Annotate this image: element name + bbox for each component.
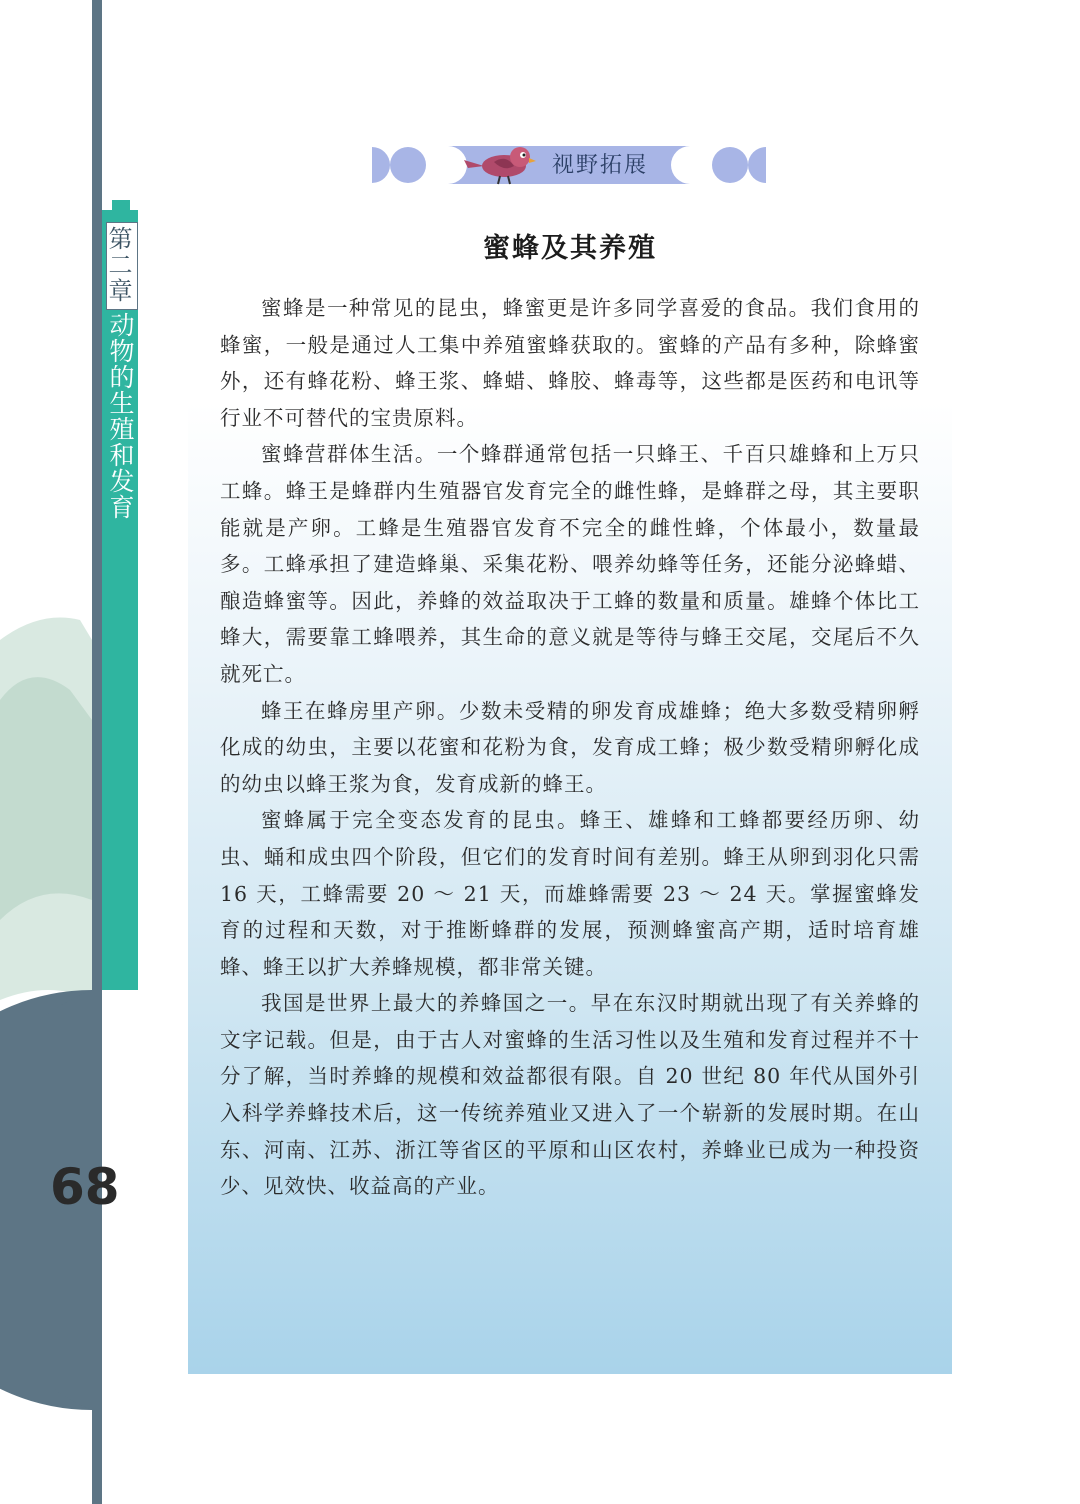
section-label: 视野拓展 bbox=[552, 153, 649, 178]
circle-ornament-left bbox=[390, 147, 426, 183]
paragraph: 我国是世界上最大的养蜂国之一。早在东汉时期就出现了有关养蜂的文字记载。但是，由于古人对蜜蜂的生活习性以及生殖和发育过程并不十分了解，当时养蜂的规模和效益都很有限。自 20 世纪 80 年代从国外引入科学养蜂技术后，这一传统养殖业又进入了一个崭新的发展时期。在山东、河南、江苏、浙江等省区的平原和山区农村，养蜂业已成为一种投资少、见效快、收益高的产业。 bbox=[220, 991, 920, 1199]
chapter-title: 动物的生殖和发育 bbox=[106, 312, 135, 520]
circle-ornament-right bbox=[712, 147, 748, 183]
paragraph: 蜂王在蜂房里产卵。少数未受精的卵发育成雄蜂；绝大多数受精卵孵化成的幼虫，主要以花蜜和花粉为食，发育成工蜂；极少数受精卵孵化成的幼虫以蜂王浆为食，发育成新的蜂王。 bbox=[220, 698, 920, 796]
chapter-tab-top bbox=[102, 0, 138, 210]
article-title: 蜜蜂及其养殖 bbox=[483, 233, 657, 264]
page-number: 68 bbox=[50, 1158, 120, 1216]
paragraph: 蜜蜂营群体生活。一个蜂群通常包括一只蜂王、千百只雄蜂和上万只工蜂。蜂王是蜂群内生殖器官发育完全的雌性蜂，是蜂群之母，其主要职能就是产卵。工蜂是生殖器官发育不完全的雌性蜂，个体最小，数量最多。工蜂承担了建造蜂巢、采集花粉、喂养幼蜂等任务，还能分泌蜂蜡、酿造蜂蜜等。因此，养蜂的效益取决于工蜂的数量和质量。雄蜂个体比工蜂大，需要靠工蜂喂养，其生命的意义就是等待与蜂王交尾，交尾后不久就死亡。 bbox=[220, 442, 920, 686]
chapter-marker bbox=[112, 200, 130, 218]
article-body bbox=[220, 290, 920, 1205]
paragraph: 蜜蜂是一种常见的昆虫，蜂蜜更是许多同学喜爱的食品。我们食用的蜂蜜，一般是通过人工集中养殖蜜蜂获取的。蜜蜂的产品有多种，除蜂蜜外，还有蜂花粉、蜂王浆、蜂蜡、蜂胶、蜂毒等，这些都是医药和电讯等行业不可替代的宝贵原料。 bbox=[220, 296, 920, 430]
chapter-number: 第二章 bbox=[104, 226, 132, 304]
paragraph: 蜜蜂属于完全变态发育的昆虫。蜂王、雄蜂和工蜂都要经历卵、幼虫、蛹和成虫四个阶段，但它们的发育时间有差别。蜂王从卵到羽化只需 16 天，工蜂需要 20 ～ 21 天，而雄蜂需要 23 ～ 24 天。掌握蜜蜂发育的过程和天数，对于推断蜂群的发展，预测蜂蜜高产期，适时培育雄蜂、蜂王以扩大养蜂规模，都非常关键。 bbox=[220, 808, 920, 979]
